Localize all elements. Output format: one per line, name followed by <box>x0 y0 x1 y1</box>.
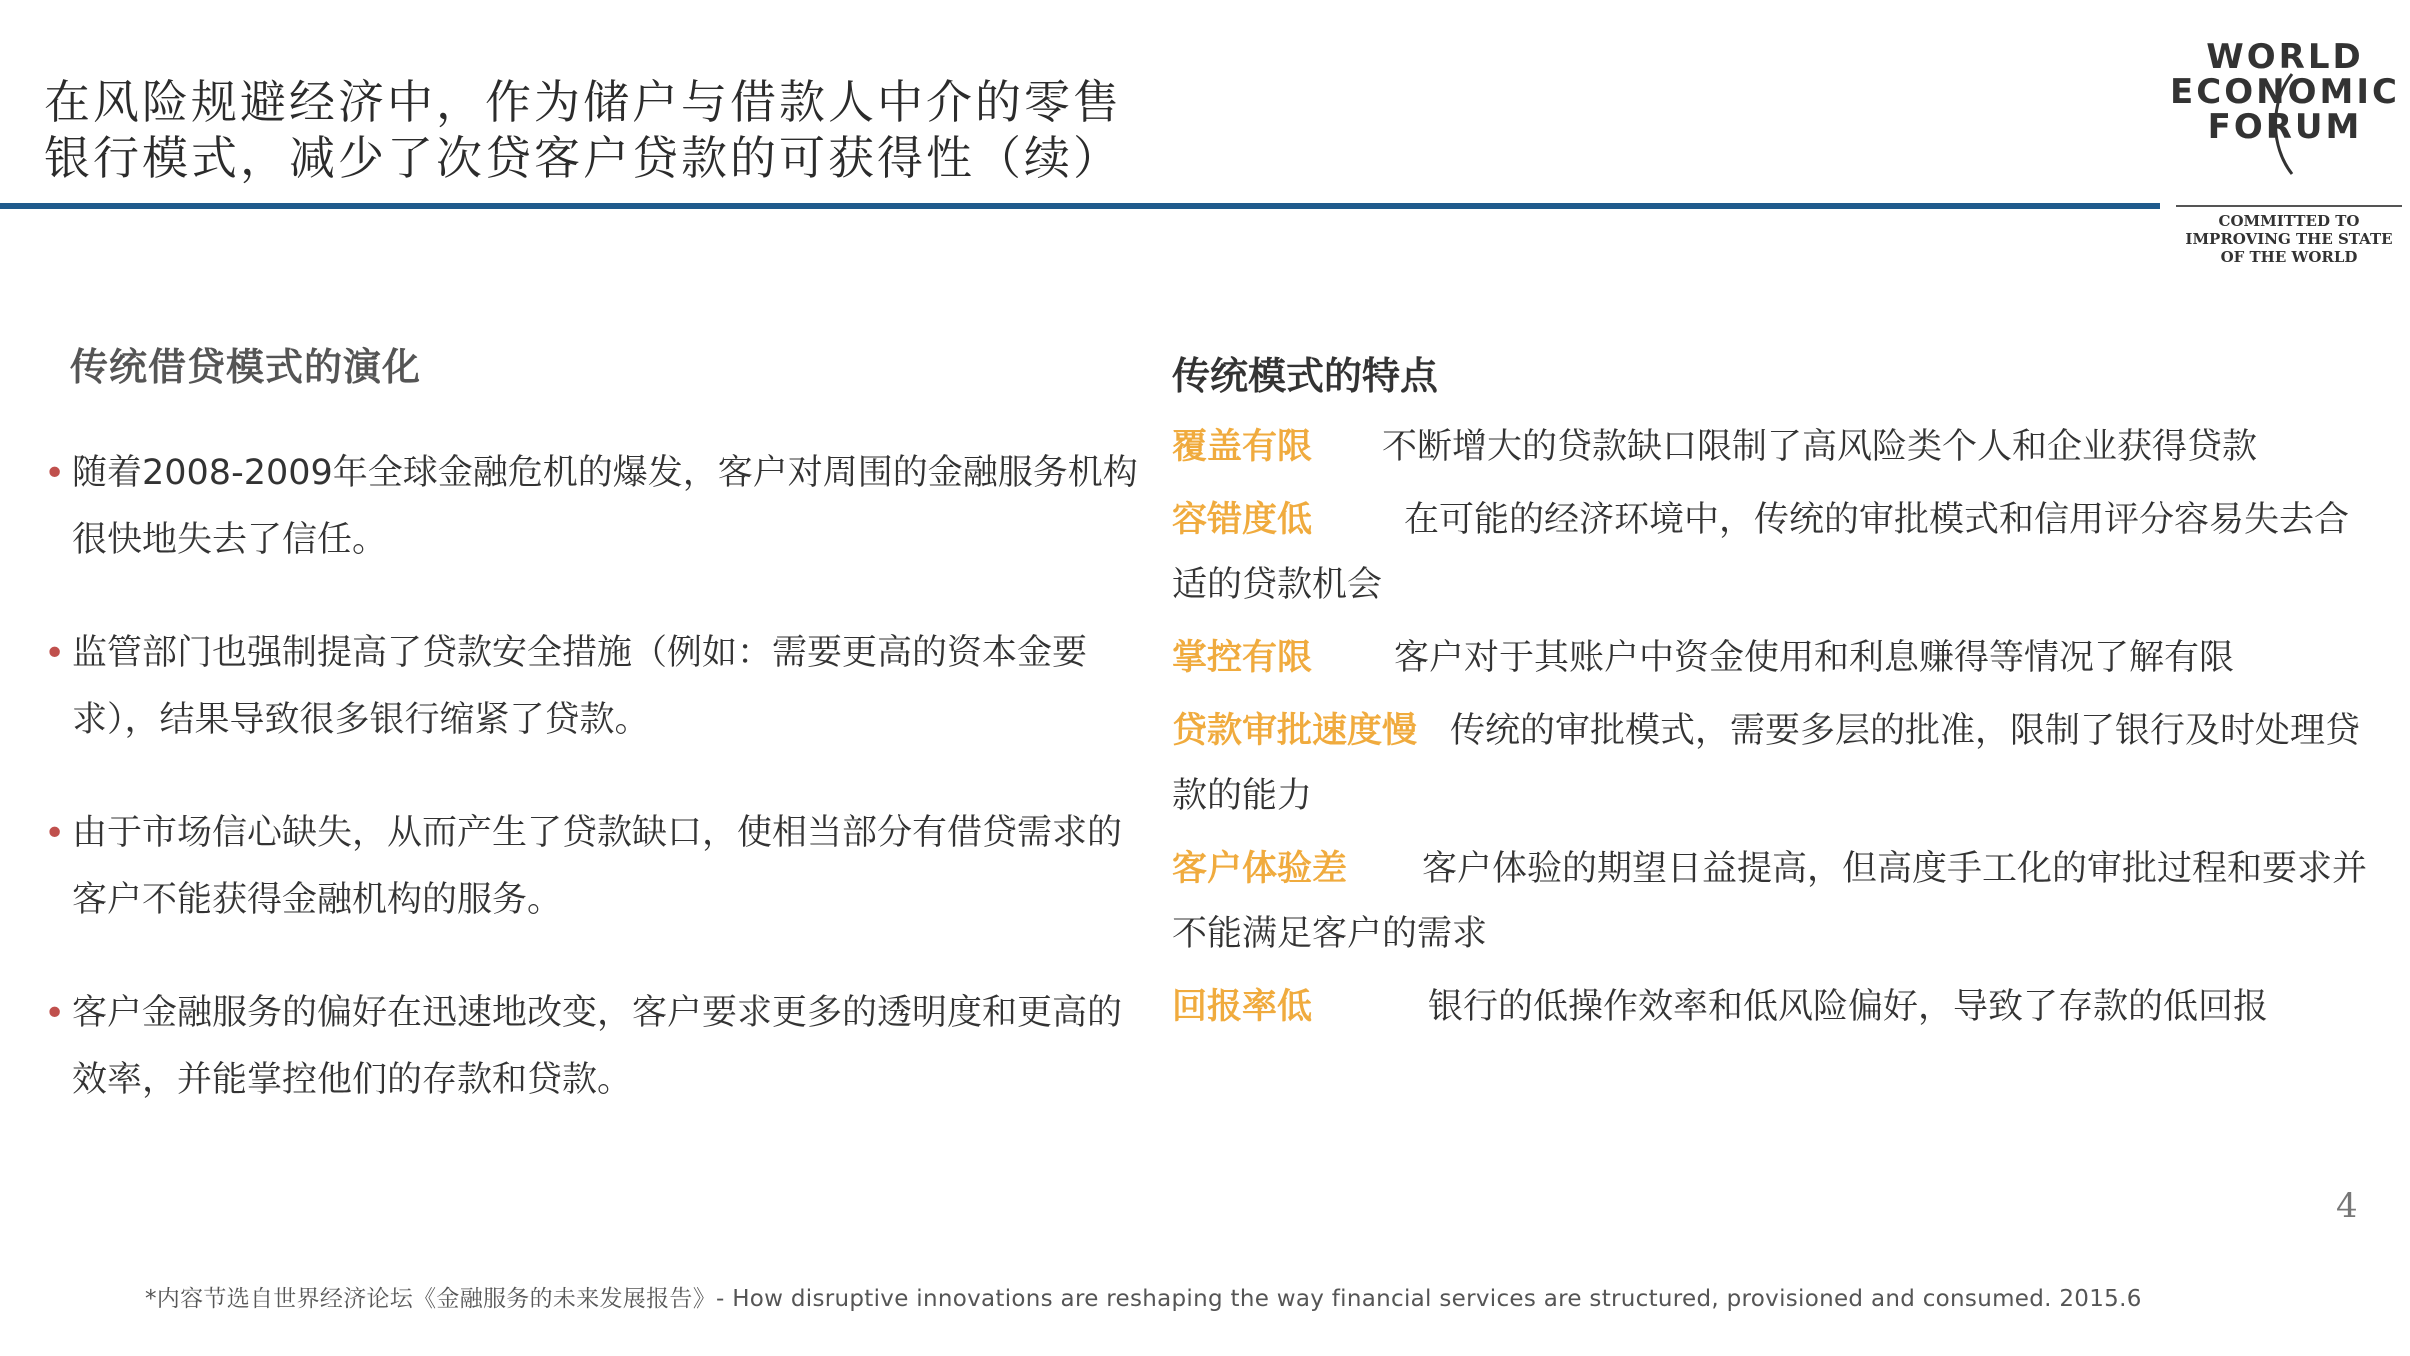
tagline-line2: IMPROVING THE STATE <box>2185 230 2393 248</box>
logo-tagline <box>2160 212 2410 266</box>
bullet-text: 客户金融服务的偏好在迅速地改变，客户要求更多的透明度和更高的效率，并能掌控他们的存款和贷款。 <box>72 993 1123 1100</box>
feature-desc: 在可能的经济环境中，传统的审批模式和信用评分容易失去合适的贷款机会 <box>1172 500 2350 605</box>
page-number: 4 <box>2336 1186 2358 1226</box>
feature-list <box>1172 415 2372 1048</box>
feature-desc: 银行的低操作效率和低风险偏好，导致了存款的低回报 <box>1428 987 2269 1027</box>
title-divider <box>0 203 2160 209</box>
feature-item <box>1172 415 2372 480</box>
bullet-text: 由于市场信心缺失，从而产生了贷款缺口，使相当部分有借贷需求的客户不能获得金融机构的服务。 <box>72 813 1123 920</box>
logo-line-economic: ECONOMIC <box>2170 72 2400 112</box>
feature-item <box>1172 837 2372 967</box>
tagline-line1: COMMITTED TO <box>2218 212 2360 230</box>
slide-title-line1: 在风险规避经济中，作为储户与借款人中介的零售 <box>44 75 1122 129</box>
bullet-list <box>42 440 1152 1160</box>
logo-line-world: WORLD <box>2206 37 2364 77</box>
feature-item <box>1172 488 2372 618</box>
bullet-item <box>42 620 1152 754</box>
feature-item <box>1172 975 2372 1040</box>
bullet-text: 随着2008-2009年全球金融危机的爆发，客户对周围的金融服务机构很快地失去了信任。 <box>72 453 1138 560</box>
feature-desc: 客户对于其账户中资金使用和利息赚得等情况了解有限 <box>1394 638 2235 678</box>
bullet-dot-icon: • <box>44 993 66 1034</box>
bullet-dot-icon: • <box>44 813 66 854</box>
bullet-item <box>42 980 1152 1114</box>
feature-desc: 客户体验的期望日益提高，但高度手工化的审批过程和要求并不能满足客户的需求 <box>1172 849 2368 954</box>
feature-item <box>1172 699 2372 829</box>
left-section-heading: 传统借贷模式的演化 <box>70 345 422 389</box>
bullet-item <box>42 800 1152 934</box>
bullet-item <box>42 440 1152 574</box>
feature-term: 回报率低 <box>1172 987 1313 1027</box>
wef-logo <box>2160 36 2410 276</box>
bullet-dot-icon: • <box>44 633 66 674</box>
feature-term: 容错度低 <box>1172 500 1313 540</box>
bullet-dot-icon: • <box>44 453 66 494</box>
slide-title-line2: 银行模式，减少了次贷客户贷款的可获得性（续） <box>44 131 1122 185</box>
feature-desc: 不断增大的贷款缺口限制了高风险类个人和企业获得贷款 <box>1382 427 2258 467</box>
feature-desc: 传统的审批模式，需要多层的批准，限制了银行及时处理贷款的能力 <box>1172 711 2361 816</box>
logo-line-forum: FORUM <box>2207 107 2363 147</box>
bullet-text: 监管部门也强制提高了贷款安全措施（例如：需要更高的资本金要求），结果导致很多银行缩紧了贷款。 <box>72 633 1088 740</box>
feature-term: 覆盖有限 <box>1172 427 1313 467</box>
globe-arc-icon <box>2262 72 2306 176</box>
feature-term: 掌控有限 <box>1172 638 1313 678</box>
feature-term: 客户体验差 <box>1172 849 1348 889</box>
slide-title <box>44 74 1744 186</box>
right-section-heading: 传统模式的特点 <box>1172 354 1439 398</box>
tagline-line3: OF THE WORLD <box>2220 248 2358 266</box>
logo-divider <box>2176 205 2402 207</box>
source-footnote: *内容节选自世界经济论坛《金融服务的未来发展报告》- How disruptive innovations are reshaping the way financial services are structured, provisioned and consumed. 2015.6 <box>145 1286 2142 1312</box>
feature-term: 贷款审批速度慢 <box>1172 711 1418 751</box>
feature-item <box>1172 626 2372 691</box>
